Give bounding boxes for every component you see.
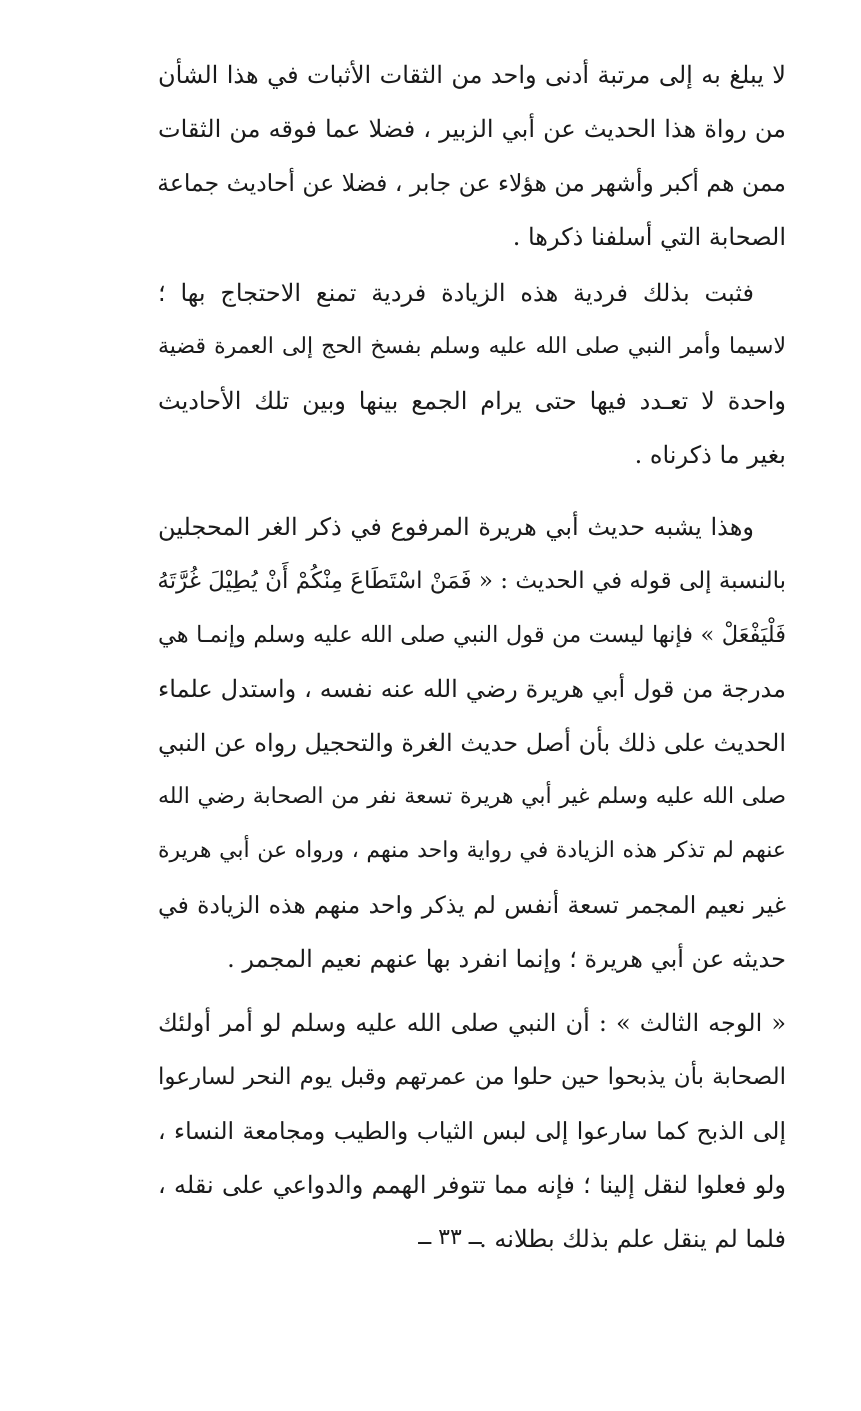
text-line: حديثه عن أبي هريرة ؛ وإنما انفرد بها عنهم نعيم المجمر . (227, 945, 786, 973)
text-line: صلى الله عليه وسلم غير أبي هريرة تسعة نفر من الصحابة رضي الله (158, 784, 786, 809)
text-line: فلما لم ينقل علم بذلك بطلانه . (479, 1225, 786, 1253)
text-line: غير نعيم المجمر تسعة أنفس لم يذكر واحد منهم هذه الزيادة في (158, 891, 786, 919)
text-line: بالنسبة إلى قوله في الحديث : « فَمَنْ اسْتَطَاعَ مِنْكُمْ أَنْ يُطِيْلَ غُرَّتَهُ (157, 568, 786, 594)
text-line: من رواة هذا الحديث عن أبي الزبير ، فضلا عما فوقه من الثقات (158, 115, 786, 143)
text-line: « الوجه الثالث » : أن النبي صلى الله عليه وسلم لو أمر أولئك (158, 1009, 786, 1037)
text-line: واحدة لا تعـدد فيها حتى يرام الجمع بينها وبين تلك الأحاديث (158, 387, 786, 415)
text-line: الصحابة التي أسلفنا ذكرها . (512, 223, 786, 251)
text-line: مدرجة من قول أبي هريرة رضي الله عنه نفسه ، واستدل علماء (158, 675, 786, 703)
text-line: بغير ما ذكرناه . (634, 441, 786, 469)
text-line: وهذا يشبه حديث أبي هريرة المرفوع في ذكر الغر المحجلين (158, 513, 754, 541)
text-line: فثبت بذلك فردية هذه الزيادة فردية تمنع الاحتجاج بها ؛ (158, 279, 754, 307)
body-text (158, 48, 786, 1266)
text-line: عنهم لم تذكر هذه الزيادة في رواية واحد منهم ، ورواه عن أبي هريرة (158, 838, 786, 863)
text-line: فَلْيَفْعَلْ » فإنها ليست من قول النبي صلى الله عليه وسلم وإنمـا هي (158, 622, 786, 648)
text-line: إلى الذبح كما سارعوا إلى لبس الثياب والطيب ومجامعة النساء ، (158, 1117, 786, 1145)
text-line: ولو فعلوا لنقل إلينا ؛ فإنه مما تتوفر الهمم والدواعي على نقله ، (158, 1171, 786, 1199)
text-line: لا يبلغ به إلى مرتبة أدنى واحد من الثقات الأثبات في هذا الشأن (158, 61, 786, 89)
paragraph-2 (158, 266, 786, 482)
paragraph-1 (158, 48, 786, 264)
text-line: الحديث على ذلك بأن أصل حديث الغرة والتحجيل رواه عن النبي (158, 729, 786, 757)
paragraph-3 (158, 500, 786, 986)
text-line: الصحابة بأن يذبحوا حين حلوا من عمرتهم وقبل يوم النحر لسارعوا (158, 1064, 786, 1090)
page-number: ــ ٣٣ ــ (418, 1225, 482, 1250)
text-line: لاسيما وأمر النبي صلى الله عليه وسلم بفسخ الحج إلى العمرة قضية (158, 334, 786, 359)
text-line: ممن هم أكبر وأشهر من هؤلاء عن جابر ، فضلا عن أحاديث جماعة (157, 169, 786, 197)
